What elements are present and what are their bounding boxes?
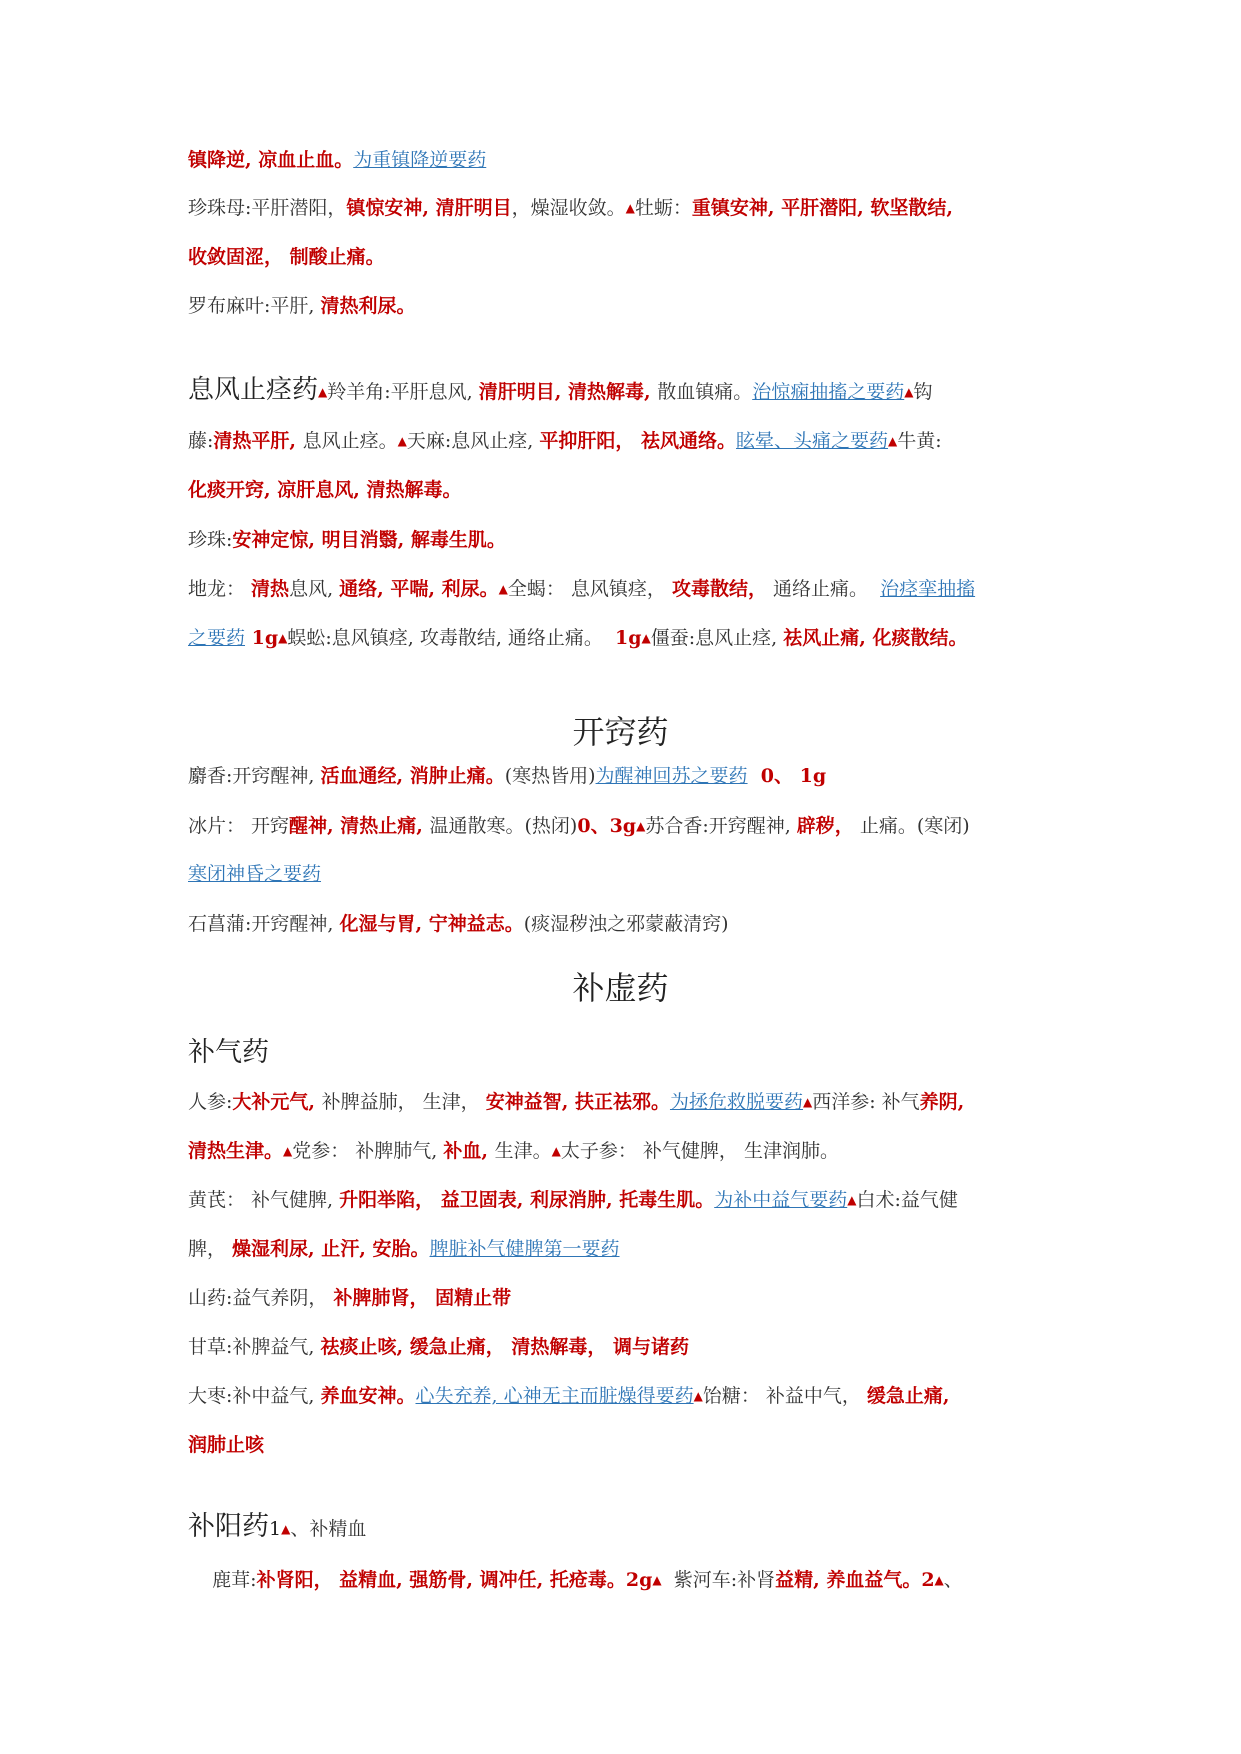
plain-text: 息风, — [289, 578, 340, 600]
plain-text: 苏合香:开窍醒神, — [645, 815, 797, 837]
highlight-text: 燥湿利尿, 止汗, 安胎。 — [232, 1238, 430, 1260]
plain-text: 牛黄: — [897, 430, 942, 452]
triangle-marker-icon: ▲ — [551, 1144, 561, 1158]
key-phrase-link: 脾脏补气健脾第一要药 — [429, 1238, 620, 1260]
highlight-text: 0、 1g — [747, 765, 827, 787]
plain-text: 钩 — [913, 381, 933, 403]
plain-text: 全蝎： 息风镇痉， — [507, 578, 672, 600]
plain-text: 生津。 — [494, 1140, 552, 1162]
text-line — [188, 1236, 1068, 1262]
plain-text: (痰湿秽浊之邪蒙蔽清窍) — [523, 913, 729, 935]
plain-text: 甘草:补脾益气, — [188, 1336, 321, 1358]
highlight-text: 辟秽， — [796, 815, 854, 837]
plain-text: 石菖蒲:开窍醒神, — [188, 913, 340, 935]
highlight-text: 化湿与胃, 宁神益志。 — [339, 913, 524, 935]
plain-text: 通络止痛。 — [766, 578, 881, 600]
highlight-text: 补血, — [443, 1140, 495, 1162]
plain-text: 藤: — [188, 430, 214, 452]
highlight-text: 1g — [615, 627, 642, 649]
highlight-text: 升阳举陷， 益卫固表, 利尿消肿, 托毒生肌。 — [339, 1189, 715, 1211]
triangle-marker-icon: ▲ — [281, 1522, 291, 1536]
highlight-text: 通络, 平喘, 利尿。 — [339, 578, 499, 600]
highlight-text: 缓急止痛, — [866, 1385, 950, 1407]
text-line — [188, 1089, 1068, 1115]
highlight-text: 益精, 养血益气。2 — [775, 1569, 935, 1591]
highlight-text: 收敛固涩， 制酸止痛。 — [188, 246, 385, 268]
highlight-text: 清热平肝, — [213, 430, 303, 452]
plain-text: 息风止痉。 — [302, 430, 398, 452]
key-phrase-link: 眩晕、头痛之要药 — [736, 430, 889, 452]
triangle-marker-icon: ▲ — [498, 582, 508, 596]
plain-text: 人参: — [188, 1091, 233, 1113]
plain-text: 党参： 补脾肺气, — [292, 1140, 444, 1162]
triangle-marker-icon: ▲ — [318, 385, 328, 399]
text-line — [188, 1187, 1068, 1213]
plain-text: 脾， — [188, 1238, 233, 1260]
text-line — [188, 1285, 1068, 1311]
plain-text: 僵蚕:息风止痉, — [650, 627, 784, 649]
highlight-text: 养阴, — [919, 1091, 965, 1113]
subheading-buyang — [188, 1509, 366, 1547]
highlight-text: 醒神, 清热止痛, — [289, 815, 430, 837]
highlight-text: 攻毒散结， — [671, 578, 767, 600]
heading-kaiqiao: 开窍药 — [572, 713, 669, 751]
key-phrase-link: 治惊痫抽搐之要药 — [752, 381, 905, 403]
triangle-marker-icon: ▲ — [641, 631, 651, 645]
triangle-marker-icon: ▲ — [888, 434, 898, 448]
plain-text: 补脾益肺， 生津， — [321, 1091, 486, 1113]
highlight-text: 平抑肝阳， 祛风通络。 — [539, 430, 736, 452]
plain-text: 罗布麻叶:平肝, — [188, 295, 321, 317]
key-phrase-link: 为重镇降逆要药 — [353, 149, 487, 171]
highlight-text: 安神定惊, 明目消翳, 解毒生肌。 — [232, 529, 506, 551]
triangle-marker-icon: ▲ — [397, 434, 407, 448]
key-phrase-link: 之要药 — [188, 627, 246, 649]
plain-text: (寒热皆用) — [504, 765, 596, 787]
highlight-text: 安神益智, 扶正祛邪。 — [485, 1091, 670, 1113]
text-line — [188, 527, 1068, 553]
highlight-text: 清热 — [251, 578, 290, 600]
triangle-marker-icon: ▲ — [934, 1573, 944, 1587]
plain-text: 地龙： — [188, 578, 252, 600]
text-line — [188, 377, 1068, 403]
triangle-marker-icon: ▲ — [278, 631, 288, 645]
highlight-text: 大补元气, — [232, 1091, 322, 1113]
plain-text: 麝香:开窍醒神, — [188, 765, 321, 787]
text-line — [188, 244, 1068, 270]
highlight-text: 1g — [245, 627, 279, 649]
key-phrase-link: 治痉挛抽搐 — [880, 578, 976, 600]
highlight-text: 补脾肺肾， 固精止带 — [333, 1287, 512, 1309]
subheading-buyang-after: 、补精血 — [290, 1518, 367, 1540]
plain-text: 珍珠: — [188, 529, 233, 551]
text-line — [188, 911, 1068, 937]
plain-text: 山药:益气养阴， — [188, 1287, 334, 1309]
plain-text: ，燥湿收敛。 — [511, 197, 626, 219]
triangle-marker-icon: ▲ — [283, 1144, 293, 1158]
highlight-text: 化痰开窍, 凉肝息风, 清热解毒。 — [188, 479, 462, 501]
highlight-text: 0、3g — [577, 815, 637, 837]
plain-text: 、 — [943, 1569, 963, 1591]
plain-text: 天麻:息风止痉, — [406, 430, 540, 452]
plain-text: 珍珠母:平肝潜阳， — [188, 197, 347, 219]
text-line — [188, 861, 1068, 887]
text-line — [188, 1138, 1068, 1164]
plain-text: 紫河车:补肾 — [661, 1569, 776, 1591]
text-line — [188, 293, 1068, 319]
text-line — [188, 1567, 1068, 1593]
triangle-marker-icon: ▲ — [904, 385, 914, 399]
plain-text: 黄芪： 补气健脾, — [188, 1189, 340, 1211]
highlight-text: 重镇安神, 平肝潜阳, 软坚散结, — [691, 197, 953, 219]
triangle-marker-icon: ▲ — [802, 1095, 813, 1109]
subheading-buyang-title: 补阳药 — [188, 1511, 269, 1542]
highlight-text: 养血安神。 — [320, 1385, 416, 1407]
triangle-marker-icon: ▲ — [693, 1389, 703, 1403]
plain-text: 羚羊角:平肝息风, — [327, 381, 479, 403]
text-line — [188, 1432, 1068, 1458]
text-line — [188, 147, 1068, 173]
highlight-text: 镇惊安神, 清肝明目 — [346, 197, 512, 219]
highlight-text: 清热生津。 — [188, 1140, 284, 1162]
highlight-text: 祛风止痛, 化痰散结。 — [783, 627, 968, 649]
plain-text: 鹿茸: — [188, 1569, 257, 1591]
triangle-marker-icon: ▲ — [625, 201, 635, 215]
plain-text: 牡蛎： — [634, 197, 692, 219]
plain-text: 蜈蚣:息风镇痉, 攻毒散结, 通络止痛。 — [287, 627, 616, 649]
key-phrase-link: 为醒神回苏之要药 — [595, 765, 748, 787]
plain-text: 温通散寒。(热闭) — [429, 815, 578, 837]
highlight-text: 祛痰止咳, 缓急止痛， 清热解毒， 调与诸药 — [320, 1336, 689, 1358]
plain-text: 大枣:补中益气, — [188, 1385, 321, 1407]
text-line — [188, 625, 1068, 651]
key-phrase-link: 为拯危救脱要药 — [669, 1091, 803, 1113]
triangle-marker-icon: ▲ — [652, 1573, 662, 1587]
plain-text: 白术:益气健 — [856, 1189, 958, 1211]
text-line — [188, 763, 1068, 789]
plain-text: 止痛。(寒闭) — [853, 815, 970, 837]
plain-text: 饴糖： 补益中气， — [702, 1385, 867, 1407]
highlight-text: 清热利尿。 — [320, 295, 416, 317]
highlight-text: 润肺止咳 — [188, 1434, 265, 1456]
text-line — [188, 576, 1068, 602]
key-phrase-link: 心失充养, 心神无主而脏燥得要药 — [415, 1385, 694, 1407]
highlight-text: 活血通经, 消肿止痛。 — [320, 765, 505, 787]
heading-buxu: 补虚药 — [572, 969, 669, 1007]
highlight-text: 镇降逆, 凉血止血。 — [188, 149, 354, 171]
text-line — [188, 1383, 1068, 1409]
text-line — [188, 813, 1068, 839]
subheading-buqi: 补气药 — [188, 1037, 269, 1068]
plain-text: 冰片： 开窍 — [188, 815, 290, 837]
subheading-buyang-number: 1 — [269, 1518, 282, 1540]
key-phrase-link: 寒闭神昏之要药 — [188, 863, 322, 885]
highlight-text: 清肝明目, 清热解毒, — [478, 381, 658, 403]
triangle-marker-icon: ▲ — [636, 819, 646, 833]
text-line — [188, 477, 1068, 503]
highlight-text: 补肾阳， 益精血, 强筋骨, 调冲任, 托疮毒。2g — [256, 1569, 653, 1591]
section-heading: 息风止痉药 — [188, 375, 319, 405]
triangle-marker-icon: ▲ — [847, 1193, 857, 1207]
key-phrase-link: 为补中益气要药 — [714, 1189, 848, 1211]
plain-text: 西洋参: 补气 — [812, 1091, 920, 1113]
text-line — [188, 1334, 1068, 1360]
plain-text: 散血镇痛。 — [657, 381, 753, 403]
plain-text: 太子参： 补气健脾， 生津润肺。 — [560, 1140, 839, 1162]
text-line — [188, 428, 1068, 454]
text-line — [188, 195, 1068, 221]
